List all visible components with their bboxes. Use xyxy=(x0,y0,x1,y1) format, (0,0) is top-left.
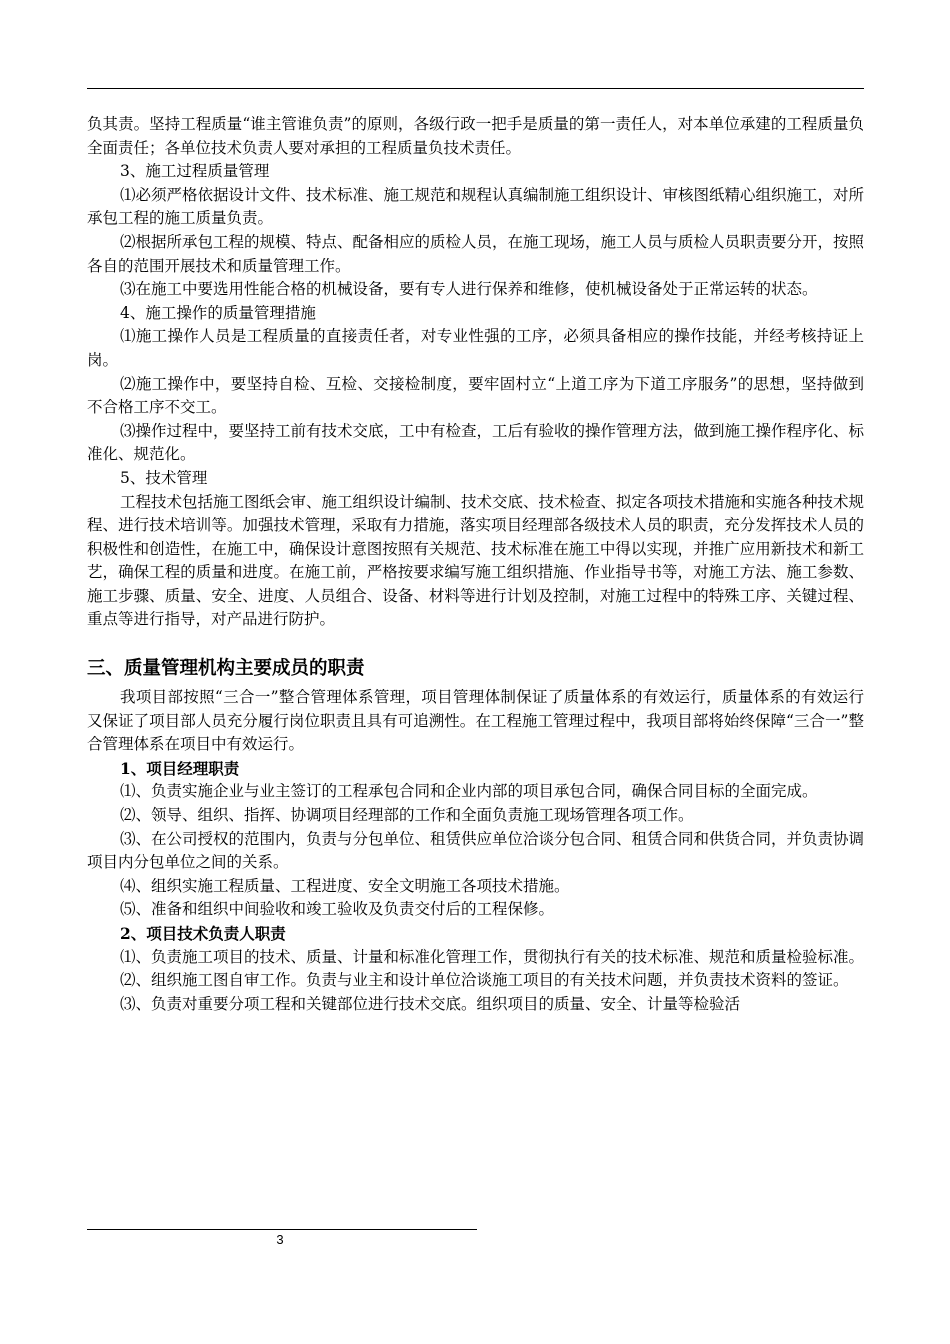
paragraph: ⑴、负责施工项目的技术、质量、计量和标准化管理工作，贯彻执行有关的技术标准、规范和质量检验标准。 xyxy=(120,947,865,966)
paragraph: 工程技术包括施工图纸会审、施工组织设计编制、技术交底、技术检查、拟定各项技术措施和实施各种技术规程、进行技术培训等。加强技术管理，采取有力措施，落实项目经理部各级技术人员的职责，充分发挥技术人员的积极性和创造性，在施工中，确保设计意图按照有关规范、技术标准在施工中得以实现，并推广应用新技术和新工艺，确保工程的质量和进度。在施工前，严格按要求编写施工组织措施、作业指导书等，对施工方法、施工参数、施工步骤、质量、安全、进度、人员组合、设备、材料等进行计划及控制，对施工过程中的特殊工序、关键过程、重点等进行指导，对产品进行防护。 xyxy=(87,492,865,629)
top-paragraphs xyxy=(87,113,864,632)
paragraph: ⑶在施工中要选用性能合格的机械设备，要有专人进行保养和维修，使机械设备处于正常运转的状态。 xyxy=(120,280,818,299)
paragraph: 负其责。坚持工程质量“谁主管谁负责”的原则，各级行政一把手是质量的第一责任人，对本单位承建的工程质量负全面责任；各单位技术负责人要对承担的工程质量负技术责任。 xyxy=(87,115,864,157)
subheading: 2、项目技术负责人职责 xyxy=(120,924,286,943)
paragraph: ⑵施工操作中，要坚持自检、互检、交接检制度，要牢固村立“上道工序为下道工序服务”的思想，坚持做到不合格工序不交工。 xyxy=(87,374,864,417)
paragraph: ⑴、负责实施企业与业主签订的工程承包合同和企业内部的项目承包合同，确保合同目标的全面完成。 xyxy=(120,782,818,801)
subheading: 4、施工操作的质量管理措施 xyxy=(120,303,316,322)
footer-rule xyxy=(87,1229,477,1230)
paragraph: 我项目部按照“三合一”整合管理体系管理，项目管理体制保证了质量体系的有效运行，质量体系的有效运行又保证了项目部人员充分履行岗位职责且具有可追溯性。在工程施工管理过程中，我项目部将始终保障“三合一”整合管理体系在项目中有效运行。 xyxy=(87,688,864,754)
paragraph: ⑸、准备和组织中间验收和竣工验收及负责交付后的工程保修。 xyxy=(120,900,555,919)
paragraph: ⑷、组织实施工程质量、工程进度、安全文明施工各项技术措施。 xyxy=(120,876,570,895)
bottom-paragraphs xyxy=(87,686,864,1016)
paragraph: ⑵根据所承包工程的规模、特点、配备相应的质检人员，在施工现场，施工人员与质检人员职责要分开，按照各自的范围开展技术和质量管理工作。 xyxy=(87,232,865,275)
section-title: 三、质量管理机构主要成员的职责 xyxy=(87,658,365,680)
paragraph: ⑵、领导、组织、指挥、协调项目经理部的工作和全面负责施工现场管理各项工作。 xyxy=(120,806,694,825)
header-rule xyxy=(87,88,864,89)
paragraph: ⑴施工操作人员是工程质量的直接责任者，对专业性强的工序，必须具备相应的操作技能，并经考核持证上岗。 xyxy=(87,327,864,369)
subheading: 1、项目经理职责 xyxy=(120,758,240,778)
page-number: 3 xyxy=(276,1232,284,1247)
paragraph: ⑶操作过程中，要坚持工前有技术交底，工中有检查，工后有验收的操作管理方法，做到施工操作程序化、标准化、规范化。 xyxy=(87,421,865,464)
subheading: 3、施工过程质量管理 xyxy=(120,162,270,181)
paragraph: ⑴必须严格依据设计文件、技术标准、施工规范和规程认真编制施工组织设计、审核图纸精心组织施工，对所承包工程的施工质量负责。 xyxy=(87,185,865,228)
subheading: 5、技术管理 xyxy=(120,468,208,487)
document-body xyxy=(87,113,864,1016)
paragraph: ⑶、负责对重要分项工程和关键部位进行技术交底。组织项目的质量、安全、计量等检验活 xyxy=(120,994,741,1013)
paragraph: ⑵、组织施工图自审工作。负责与业主和设计单位洽谈施工项目的有关技术问题，并负责技术资料的签证。 xyxy=(120,971,849,990)
paragraph: ⑶、在公司授权的范围内，负责与分包单位、租赁供应单位洽谈分包合同、租赁合同和供货合同，并负责协调项目内分包单位之间的关系。 xyxy=(87,829,865,872)
